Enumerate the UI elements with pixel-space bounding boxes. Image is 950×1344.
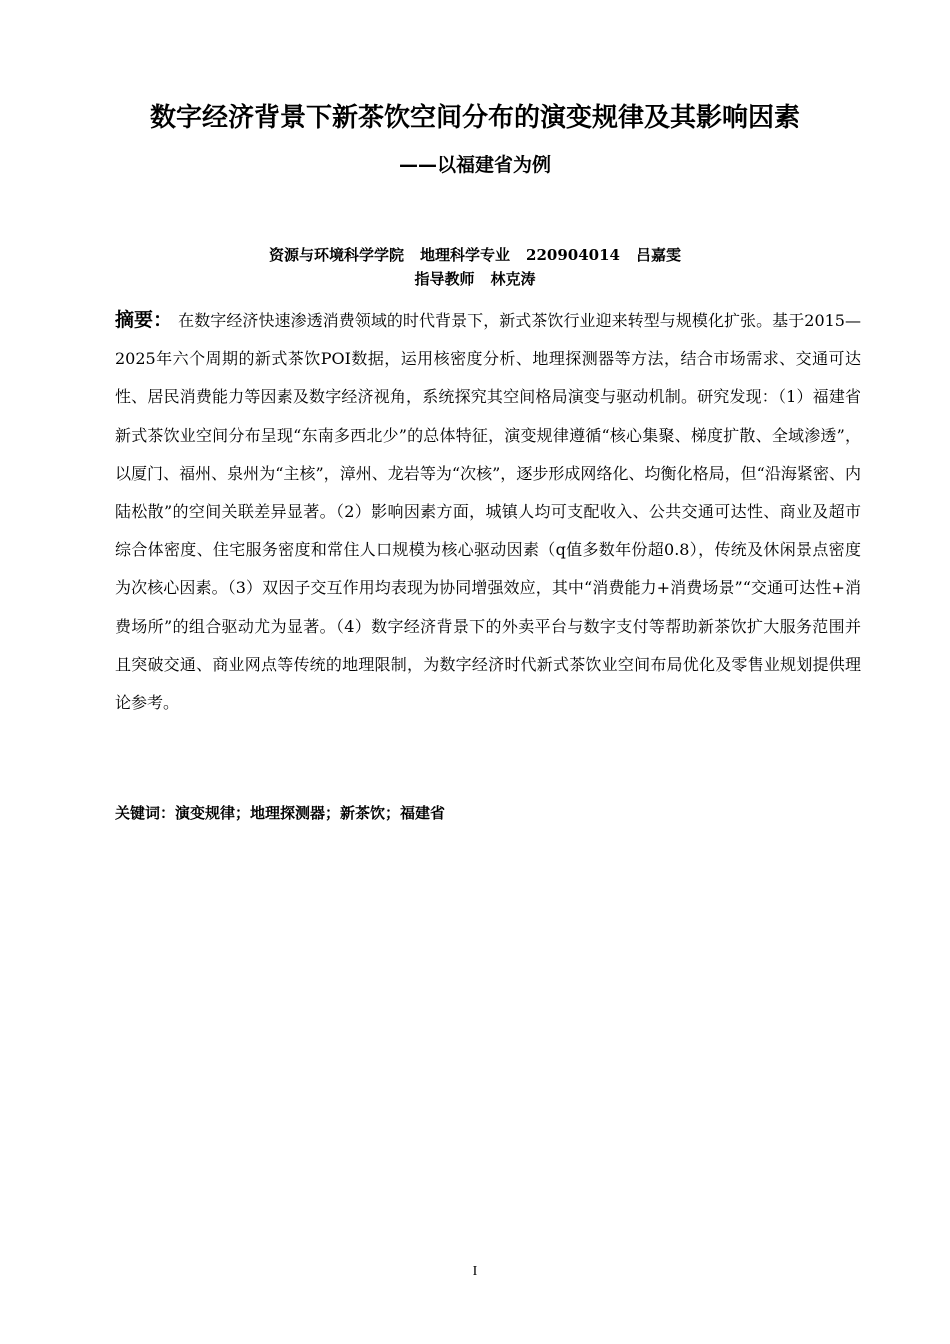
abstract-text: 在数字经济快速渗透消费领域的时代背景下，新式茶饮行业迎来转型与规模化扩张。基于2015—2025年六个周期的新式茶饮POI数据，运用核密度分析、地理探测器等方法，结合市场需求、交通可达性、居民消费能力等因素及数字经济视角，系统探究其空间格局演变与驱动机制。研究发现：（1）福建省新式茶饮业空间分布呈现“东南多西北少”的总体特征，演变规律遵循“核心集聚、梯度扩散、全域渗透”，以厦门、福州、泉州为“主核”，漳州、龙岩等为“次核”，逐步形成网络化、均衡化格局，但“沿海紧密、内陆松散”的空间关联差异显著。（2）影响因素方面，城镇人均可支配收入、公共交通可达性、商业及超市综合体密度、住宅服务密度和常住人口规模为核心驱动因素（q值多数年份超0.8），传统及休闲景点密度为次核心因素。（3）双因子交互作用均表现为协同增强效应，其中“消费能力+消费场景”“交通可达性+消费场所”的组合驱动尤为显著。（4）数字经济背景下的外卖平台与数字支付等帮助新茶饮扩大服务范围并且突破交通、商业网点等传统的地理限制，为数字经济时代新式茶饮业空间布局优化及零售业规划提供理论参考。 bbox=[115, 311, 861, 713]
keywords-line: 关键词：演变规律；地理探测器；新茶饮；福建省 bbox=[115, 804, 446, 822]
author-info-line bbox=[0, 244, 950, 266]
college-name: 资源与环境科学学院 bbox=[269, 246, 405, 264]
advisor-label: 指导教师 bbox=[414, 270, 475, 288]
student-id: 220904014 bbox=[526, 246, 620, 264]
advisor-info-line bbox=[0, 268, 950, 290]
author-name: 吕嘉雯 bbox=[635, 246, 681, 264]
thesis-subtitle: ——以福建省为例 bbox=[398, 154, 551, 176]
advisor-name: 林克涛 bbox=[490, 270, 536, 288]
thesis-title: 数字经济背景下新茶饮空间分布的演变规律及其影响因素 bbox=[149, 103, 800, 133]
abstract-paragraph bbox=[115, 301, 861, 722]
major-name: 地理科学专业 bbox=[420, 246, 511, 264]
page-number: I bbox=[472, 1264, 478, 1279]
abstract-label: 摘要： bbox=[115, 309, 173, 331]
